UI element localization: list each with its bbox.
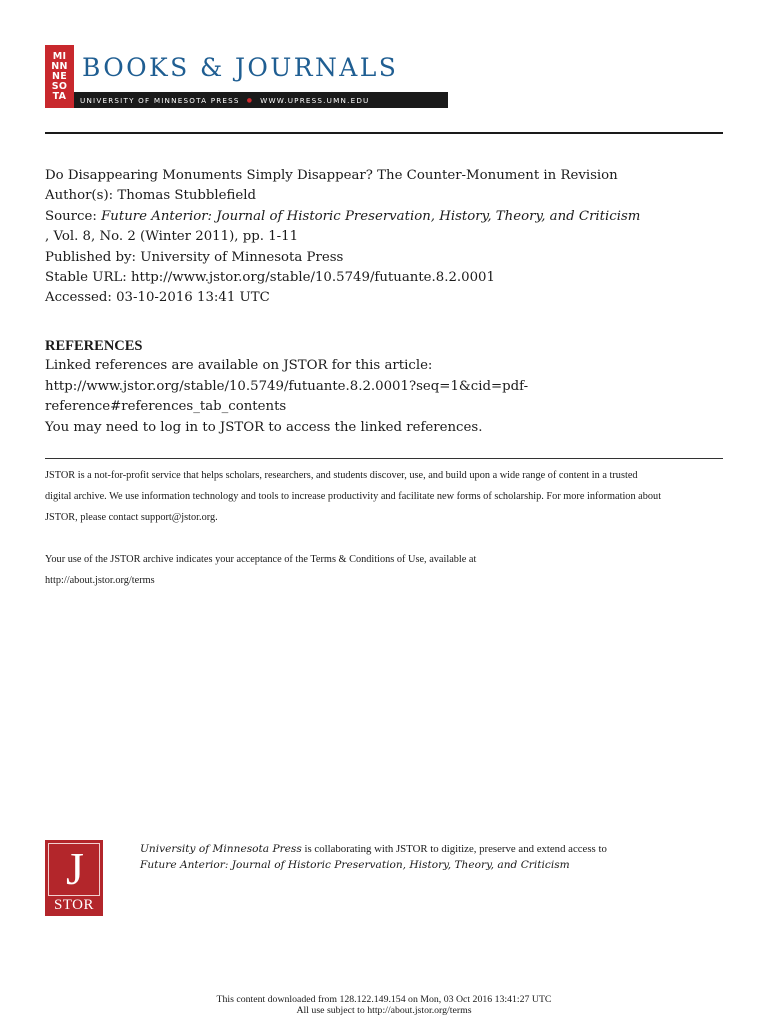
jstor-j-letter: J (66, 843, 84, 894)
header-divider (45, 132, 723, 134)
stable-url[interactable]: Stable URL: http://www.jstor.org/stable/10.5749/futuante.8.2.0001 (45, 269, 495, 285)
references-link-cont[interactable]: reference#references_tab_contents (45, 399, 287, 415)
references-section (45, 336, 735, 438)
source-journal: Future Anterior: Journal of Historic Preservation, History, Theory, and Criticism (101, 208, 641, 224)
article-metadata (45, 166, 735, 309)
jstor-wordmark: STOR (53, 897, 95, 913)
logo-bar-url: WWW.UPRESS.UMN.EDU (260, 95, 370, 105)
logo-stack-line: MI (52, 50, 67, 62)
notice-line: JSTOR, please contact support@jstor.org. (45, 512, 218, 523)
logo-stack-line: NN (51, 60, 68, 72)
minnesota-stacked-mark (45, 45, 74, 108)
logo-stack-line: TA (52, 90, 67, 102)
source-label: Source: (45, 208, 102, 224)
footer-terms-line: All use subject to http://about.jstor.org/terms (296, 1005, 472, 1016)
bullet-icon: ● (246, 96, 254, 104)
article-publisher: Published by: University of Minnesota Press (45, 249, 344, 265)
terms-link[interactable]: http://about.jstor.org/terms (45, 575, 155, 586)
logo-stack-line: SO (51, 80, 68, 92)
article-authors: Author(s): Thomas Stubblefield (45, 188, 257, 204)
collab-journal: Future Anterior: Journal of Historic Preservation, History, Theory, and Criticism (140, 859, 570, 871)
collab-publisher: University of Minnesota Press (140, 843, 302, 855)
footer-download-line: This content downloaded from 128.122.149.154 on Mon, 03 Oct 2016 13:41:27 UTC (216, 994, 552, 1005)
accessed-date: Accessed: 03-10-2016 13:41 UTC (45, 290, 270, 306)
download-footer (0, 994, 768, 1016)
references-intro: Linked references are available on JSTOR for this article: (45, 358, 433, 374)
collab-line-1 (140, 841, 740, 857)
books-journals-logo (45, 45, 450, 109)
jstor-logo-frame (48, 843, 100, 896)
logo-stack-line: NE (51, 70, 68, 82)
references-heading: REFERENCES (45, 338, 143, 354)
notice-line: JSTOR is a not-for-profit service that helps scholars, researchers, and students discover, use, and build upon a wide range of content in a trusted (45, 470, 638, 481)
source-detail: , Vol. 8, No. 2 (Winter 2011), pp. 1-11 (45, 229, 299, 245)
logo-bar (74, 92, 448, 108)
article-source (45, 207, 735, 227)
references-link[interactable]: http://www.jstor.org/stable/10.5749/futuante.8.2.0001?seq=1&cid=pdf- (45, 378, 529, 394)
references-login-note: You may need to log in to JSTOR to access the linked references. (45, 419, 483, 435)
jstor-notice (45, 465, 735, 591)
collab-text: is collaborating with JSTOR to digitize, preserve and extend access to (301, 843, 607, 855)
notice-line: digital archive. We use information technology and tools to increase productivity and facilitate new forms of scholarship. For more information about (45, 491, 662, 502)
article-title: Do Disappearing Monuments Simply Disappear? The Counter-Monument in Revision (45, 168, 618, 183)
jstor-logo (45, 840, 103, 916)
logo-bar-press: UNIVERSITY OF MINNESOTA PRESS (80, 95, 240, 105)
notice-line: Your use of the JSTOR archive indicates your acceptance of the Terms & Conditions of Use, available at (45, 554, 477, 565)
collaboration-statement (140, 841, 740, 873)
notice-divider (45, 458, 723, 459)
logo-title: BOOKS & JOURNALS (82, 53, 399, 82)
